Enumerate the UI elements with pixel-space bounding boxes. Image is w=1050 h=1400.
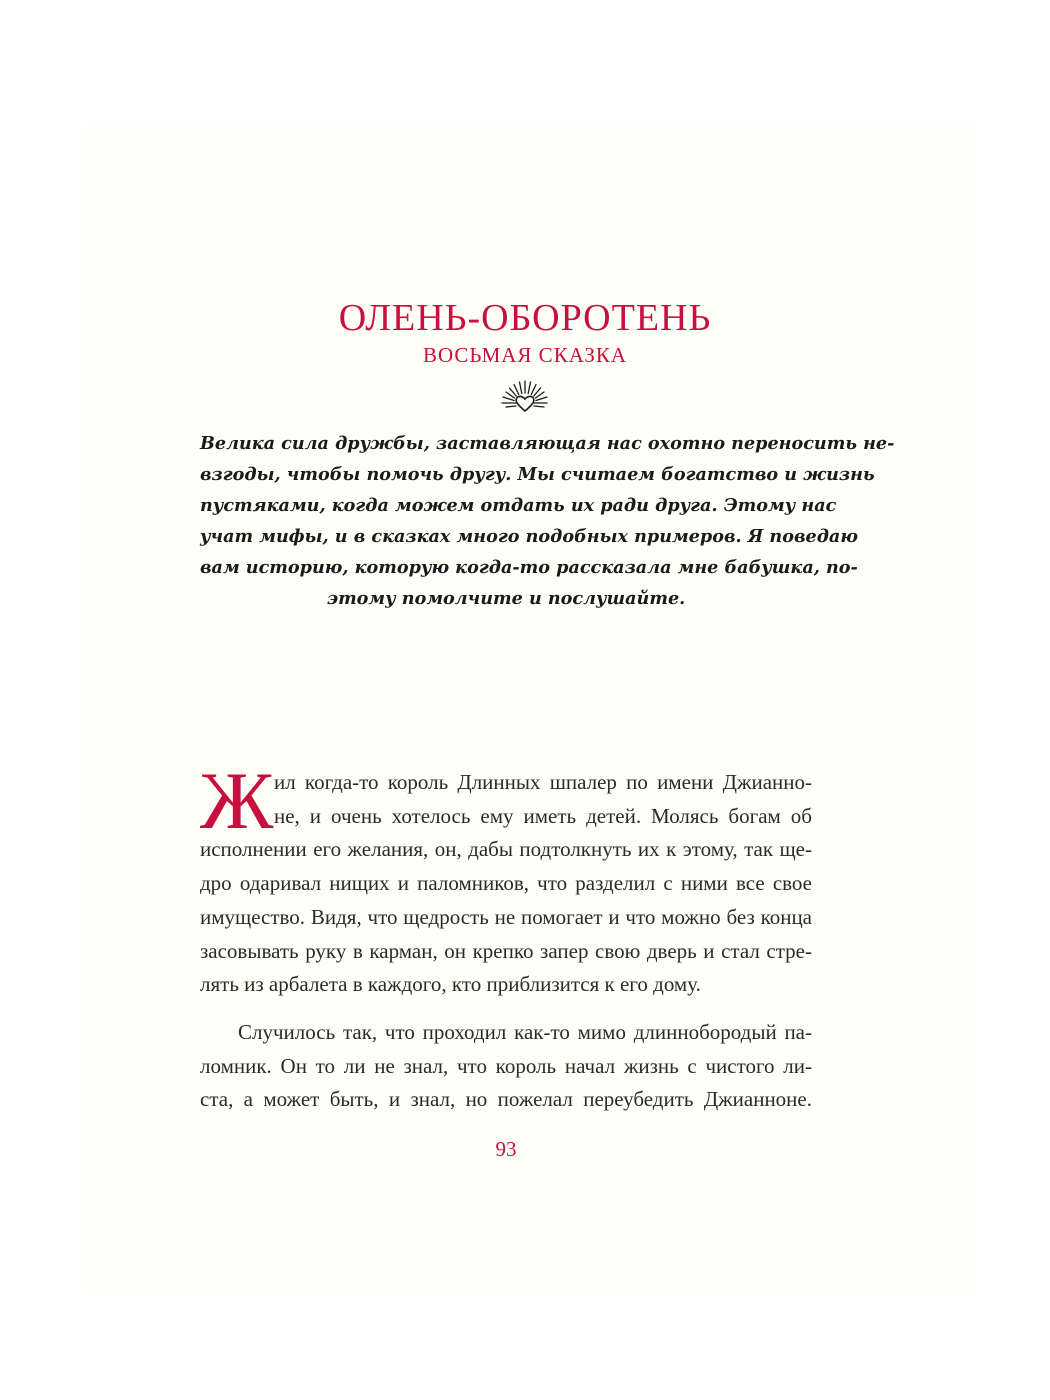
text-line: исполнении его желания, он, дабы подтолкнуть их к этому, так ще-: [200, 837, 812, 862]
text-line: ста, а может быть, и знал, но пожелал переубедить Джианноне.: [200, 1087, 812, 1112]
chapter-title: ОЛЕНЬ-ОБОРОТЕНЬ: [338, 297, 712, 339]
first-paragraph: [200, 755, 812, 1002]
text-line: засовывать руку в карман, он крепко запер свою дверь и стал стре-: [200, 938, 812, 963]
page-number: 93: [495, 1137, 517, 1161]
paragraph-gap: [200, 1002, 812, 1016]
text-line: лять из арбалета в каждого, кто приблизится к его дому.: [200, 972, 701, 997]
text-line: Случилось так, что проходил как-то мимо длиннобородый па-: [238, 1019, 812, 1044]
epigraph-line: вам историю, которую когда-то рассказала мне бабушка, по-: [200, 557, 858, 578]
heart-sunburst-icon: [500, 378, 550, 414]
text-line: ломник. Он то ли не знал, что король начал жизнь с чистого ли-: [200, 1053, 812, 1078]
text-line: не, и очень хотелось ему иметь детей. Молясь богам об: [274, 803, 812, 828]
text-line: ил когда-то король Длинных шпалер по имени Джианно-: [274, 770, 812, 794]
epigraph: [200, 428, 895, 614]
text-line: имущество. Видя, что щедрость не помогает и что можно без конца: [200, 904, 812, 929]
epigraph-line: этому помолчите и послушайте.: [326, 588, 686, 609]
second-paragraph: [200, 1016, 812, 1117]
text-line: дро одаривал нищих и паломников, что разделил с ними все свое: [200, 871, 812, 896]
drop-cap: Ж: [200, 755, 274, 846]
story-text: [200, 755, 812, 1117]
epigraph-line: взгоды, чтобы помочь другу. Мы считаем богатство и жизнь: [200, 464, 875, 485]
epigraph-line: пустяками, когда можем отдать их ради друга. Этому нас: [200, 495, 837, 516]
epigraph-line: учат мифы, и в сказках много подобных примеров. Я поведаю: [200, 526, 858, 547]
epigraph-line: Велика сила дружбы, заставляющая нас охотно переносить не-: [200, 433, 895, 454]
chapter-subtitle: ВОСЬМАЯ СКАЗКА: [422, 343, 628, 367]
